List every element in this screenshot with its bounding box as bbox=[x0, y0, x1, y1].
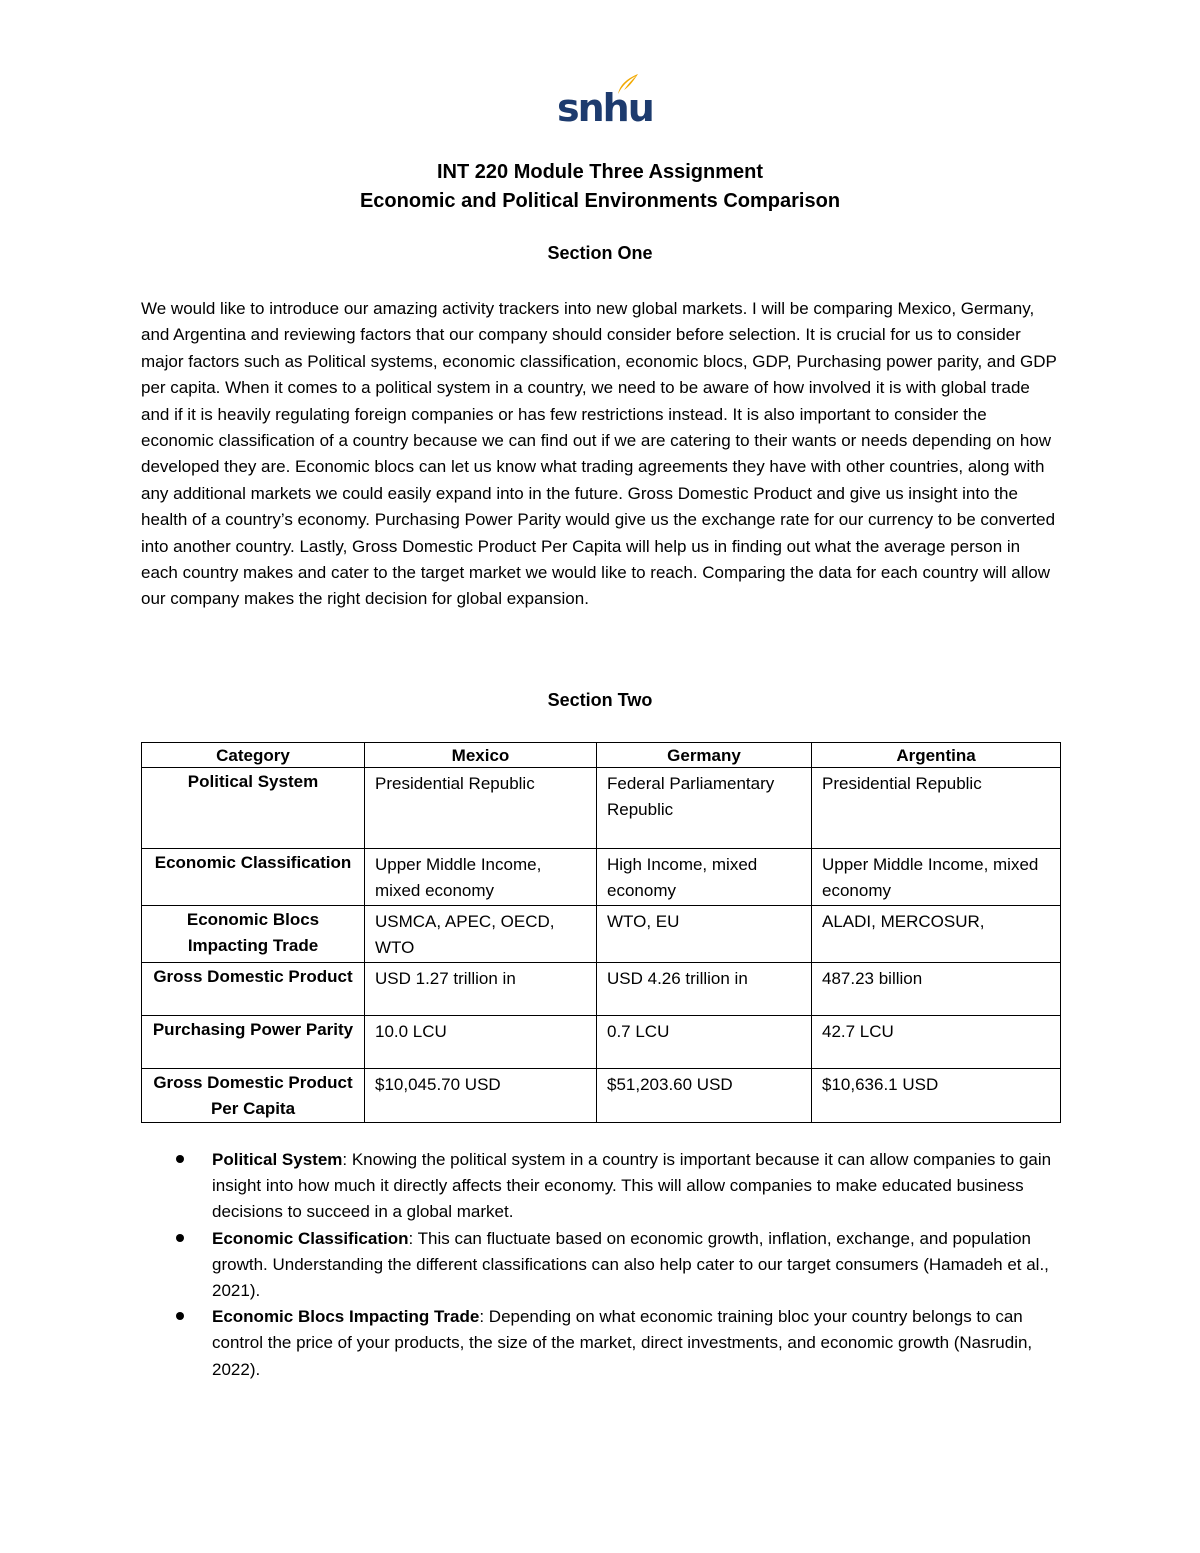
header-germany: Germany bbox=[597, 743, 812, 768]
cell-mexico: Upper Middle Income, mixed economy bbox=[365, 849, 597, 906]
list-item bbox=[172, 1304, 1067, 1383]
bullet-text: : Depending on what economic training bloc your country belongs to can control the price of your products, the size of the market, direct investments, and economic growth (Nasrudin, 2022). bbox=[212, 1307, 1033, 1379]
section-one-paragraph: We would like to introduce our amazing activity trackers into new global markets. I will be comparing Mexico, Germany, and Argentina and reviewing factors that our company should consider before selection. It is crucial for us to consider major factors such as Political systems, economic classification, economic blocs, GDP, Purchasing power parity, and GDP per capita. When it comes to a political system in a country, we need to be aware of how involved it is with global trade and if it is heavily regulating foreign companies or has few restrictions instead. It is also important to consider the economic classification of a country because we can find out if we are catering to their wants or needs depending on how developed they are. Economic blocs can let us know what trading agreements they have with other countries, along with any additional markets we could easily expand into in the future. Gross Domestic Product and give us insight into the health of a country’s economy. Purchasing Power Parity would give us the exchange rate for our currency to be converted into another country. Lastly, Gross Domestic Product Per Capita will help us in finding out what the average person in each country makes and cater to the target market we would like to reach. Comparing the data for each country will allow our company makes the right decision for global expansion. bbox=[141, 299, 1057, 609]
table-row bbox=[142, 1069, 1061, 1123]
cell-argentina: Upper Middle Income, mixed economy bbox=[812, 849, 1061, 906]
bullet-icon bbox=[176, 1155, 184, 1163]
table-row bbox=[142, 1016, 1061, 1069]
cell-germany: USD 4.26 trillion in bbox=[597, 963, 812, 1016]
bullet-icon bbox=[176, 1234, 184, 1242]
document-subtitle: Economic and Political Environments Comparison bbox=[359, 190, 841, 212]
table-header-row bbox=[142, 743, 1061, 768]
bullet-text: : This can fluctuate based on economic growth, inflation, exchange, and population growth. Understanding the different classifications can also help cater to our target consumers (Hamadeh et al., 2021). bbox=[212, 1228, 1049, 1301]
table-row bbox=[142, 963, 1061, 1016]
row-category: Economic Blocs Impacting Trade bbox=[142, 906, 365, 963]
document-title: INT 220 Module Three Assignment bbox=[437, 161, 763, 183]
row-category: Gross Domestic Product bbox=[142, 963, 365, 1016]
section-two-heading: Section Two bbox=[547, 690, 653, 710]
cell-argentina: 42.7 LCU bbox=[812, 1016, 1061, 1069]
header-argentina: Argentina bbox=[812, 743, 1061, 768]
section-one-heading: Section One bbox=[547, 243, 653, 263]
cell-argentina: Presidential Republic bbox=[812, 768, 1061, 849]
header-mexico: Mexico bbox=[365, 743, 597, 768]
table-row bbox=[142, 849, 1061, 906]
table-row bbox=[142, 906, 1061, 963]
cell-germany: WTO, EU bbox=[597, 906, 812, 963]
cell-argentina: 487.23 billion bbox=[812, 963, 1061, 1016]
snhu-logo bbox=[550, 72, 653, 132]
table-row bbox=[142, 768, 1061, 849]
row-category: Gross Domestic Product Per Capita bbox=[142, 1069, 365, 1123]
bullet-label: Political System bbox=[212, 1150, 343, 1169]
cell-mexico: $10,045.70 USD bbox=[365, 1069, 597, 1123]
cell-argentina: $10,636.1 USD bbox=[812, 1069, 1061, 1123]
cell-germany: High Income, mixed economy bbox=[597, 849, 812, 906]
bullet-text: : Knowing the political system in a country is important because it can allow companies to gain insight into how much it directly affects their economy. This will allow companies to make educated business decisions to succeed in a global market. bbox=[212, 1150, 1052, 1222]
row-category: Purchasing Power Parity bbox=[142, 1016, 365, 1069]
list-item bbox=[172, 1147, 1067, 1226]
explanation-list bbox=[172, 1147, 1067, 1383]
cell-germany: 0.7 LCU bbox=[597, 1016, 812, 1069]
cell-germany: $51,203.60 USD bbox=[597, 1069, 812, 1123]
cell-germany: Federal Parliamentary Republic bbox=[597, 768, 812, 849]
list-item bbox=[172, 1226, 1067, 1305]
cell-mexico: USD 1.27 trillion in bbox=[365, 963, 597, 1016]
bullet-label: Economic Classification bbox=[212, 1228, 409, 1248]
logo-text: snhu bbox=[557, 86, 653, 130]
bullet-label: Economic Blocs Impacting Trade bbox=[212, 1307, 480, 1327]
cell-mexico: USMCA, APEC, OECD, WTO bbox=[365, 906, 597, 963]
comparison-table bbox=[141, 742, 1061, 1123]
bullet-icon bbox=[176, 1312, 184, 1320]
row-category: Political System bbox=[142, 768, 365, 849]
row-category: Economic Classification bbox=[142, 849, 365, 906]
cell-mexico: Presidential Republic bbox=[365, 768, 597, 849]
header-category: Category bbox=[142, 743, 365, 768]
cell-argentina: ALADI, MERCOSUR, bbox=[812, 906, 1061, 963]
cell-mexico: 10.0 LCU bbox=[365, 1016, 597, 1069]
